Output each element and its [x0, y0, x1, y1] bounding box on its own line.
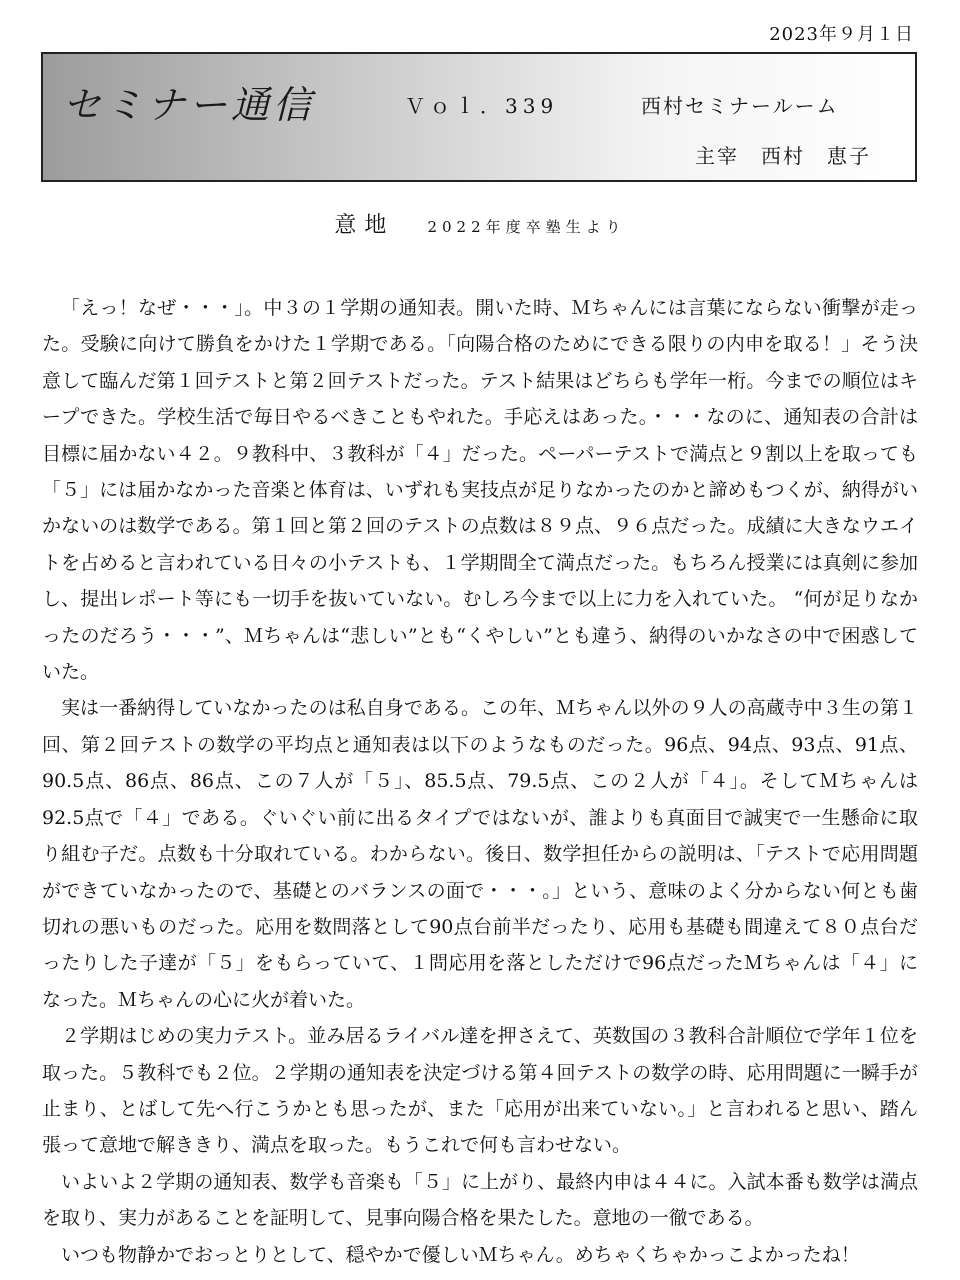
host-name: 主宰 西村 恵子	[695, 144, 871, 168]
paragraph: いよいよ２学期の通知表、数学も音楽も「５」に上がり、最終内申は４４に。入試本番も数学は満点を取り、実力があることを証明して、見事向陽合格を果たした。意地の一徹である。	[42, 1170, 918, 1230]
article-body	[42, 290, 918, 1273]
article-subtitle: 2022年度卒塾生より	[427, 218, 626, 236]
issue-date: 2023年９月１日	[769, 24, 914, 45]
volume-number: Ｖｏｌ．339	[405, 94, 559, 118]
newsletter-masthead	[41, 52, 917, 182]
organization-name: 西村セミナールーム	[641, 94, 839, 118]
newsletter-title: セミナー通信	[63, 83, 316, 127]
paragraph: 実は一番納得していなかったのは私自身である。この年、Ｍちゃん以外の９人の高蔵寺中３生の第１回、第２回テストの数学の平均点と通知表は以下のようなものだった。96点、94点、93点、91点、90.5点、86点、86点、この７人が「５」、85.5点、79.5点、この２人が「４」。そしてＭちゃんは92.5点で「４」である。ぐいぐい前に出るタイプではないが、誰よりも真面目で誠実で一生懸命に取り組む子だ。点数も十分取れている。わからない。後日、数学担任からの説明は、「テストで応用問題ができていなかったので、基礎とのバランスの面で・・・。」という、意味のよく分からない何とも歯切れの悪いものだった。応用を数問落として90点台前半だったり、応用も基礎も間違えて８０点台だったりした子達が「５」をもらっていて、１問応用を落としただけで96点だったＭちゃんは「４」になった。Ｍちゃんの心に火が着いた。	[42, 697, 918, 1011]
article-title: 意地	[334, 213, 395, 238]
article-heading	[0, 208, 960, 239]
paragraph: 「えっ！なぜ・・・」。中３の１学期の通知表。開いた時、Ｍちゃんには言葉にならない衝撃が走った。受験に向けて勝負をかけた１学期である。「向陽合格のためにできる限りの内申を取る！」そう決意して臨んだ第１回テストと第２回テストだった。テスト結果はどちらも学年一桁。今までの順位はキープできた。学校生活で毎日やるべきこともやれた。手応えはあった。・・・なのに、通知表の合計は目標に届かない４２。９教科中、３教科が「４」だった。ペーパーテストで満点と９割以上を取っても「５」には届かなかった音楽と体育は、いずれも実技点が足りなかったのかと諦めもつくが、納得がいかないのは数学である。第１回と第２回のテストの点数は８９点、９６点だった。成績に大きなウエイトを占めると言われている日々の小テストも、１学期間全て満点だった。もちろん授業には真剣に参加し、提出レポート等にも一切手を抜いていない。むしろ今まで以上に力を入れていた。 “何が足りなかったのだろう・・・”、Ｍちゃんは“悲しい”とも“くやしい”とも違う、納得のいかなさの中で困惑していた。	[42, 297, 918, 684]
paragraph: いつも物静かでおっとりとして、穏やかで優しいＭちゃん。めちゃくちゃかっこよかったね！	[61, 1243, 860, 1266]
paragraph: ２学期はじめの実力テスト。並み居るライバル達を押さえて、英数国の３教科合計順位で学年１位を取った。５教科でも２位。２学期の通知表を決定づける第４回テストの数学の時、応用問題に一瞬手が止まり、とばして先へ行こうかとも思ったが、また「応用が出来ていない。」と言われると思い、踏ん張って意地で解ききり、満点を取った。もうこれで何も言わせない。	[42, 1025, 918, 1157]
